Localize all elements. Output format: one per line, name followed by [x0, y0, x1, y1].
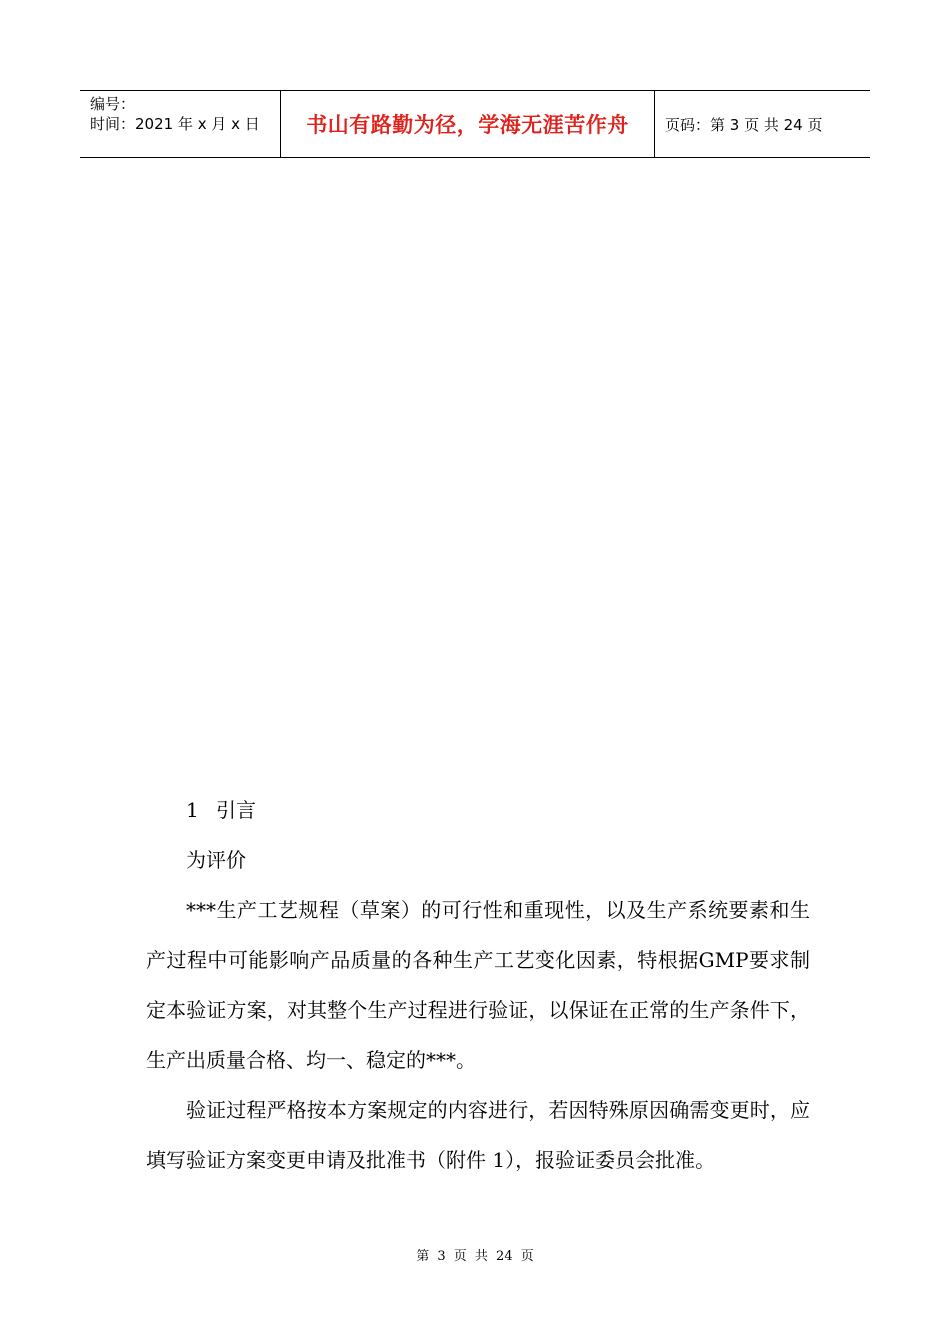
document-number-label: 编号： — [90, 95, 136, 113]
paragraph: ***生产工艺规程（草案）的可行性和重现性，以及生产系统要素和生产过程中可能影响产品质量的各种生产工艺变化因素，特根据GMP要求制定本验证方案，对其整个生产过程进行验证，以保证在正常的生产条件下，生产出质量合格、均一、稳定的***。 — [146, 898, 810, 1072]
paragraph: 为评价 — [186, 848, 246, 872]
page-footer: 第 3 页 共 24 页 — [416, 1249, 534, 1264]
page-header — [80, 90, 870, 158]
header-page-info: 页码：第 3 页 共 24 页 — [665, 115, 823, 134]
section-heading — [146, 785, 810, 835]
section-title: 引言 — [216, 798, 256, 822]
document-time-label: 时间：2021 年 x 月 x 日 — [90, 115, 260, 133]
paragraph: 验证过程严格按本方案规定的内容进行，若因特殊原因确需变更时，应填写验证方案变更申请及批准书（附件 1），报验证委员会批准。 — [146, 1098, 810, 1172]
section-number: 1 — [186, 798, 199, 822]
document-body — [146, 785, 810, 1185]
header-meta — [80, 91, 281, 157]
header-motto: 书山有路勤为径，学海无涯苦作舟 — [281, 91, 655, 157]
